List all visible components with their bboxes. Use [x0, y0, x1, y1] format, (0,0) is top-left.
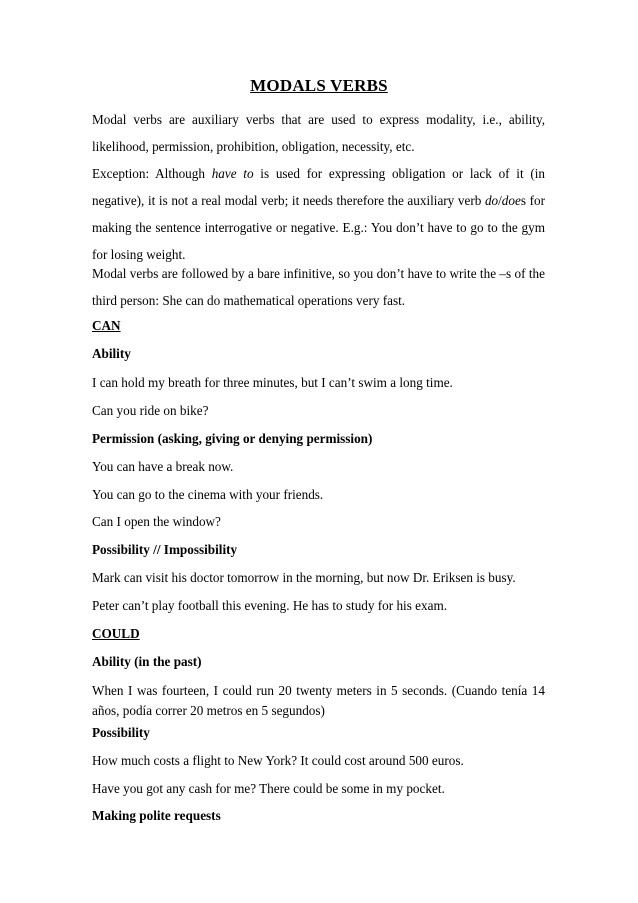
could-ability-heading: Ability (in the past) [92, 654, 202, 669]
can-ability-example: Can you ride on bike? [92, 403, 209, 418]
exception-text-1: Exception: Although [92, 166, 212, 181]
can-possibility-example: Mark can visit his doctor tomorrow in the morning, but now Dr. Eriksen is busy. [92, 570, 516, 585]
exception-paragraph [92, 160, 545, 268]
can-possibility-heading: Possibility // Impossibility [92, 542, 238, 557]
could-heading: COULD [92, 626, 140, 641]
bare-infinitive-paragraph: Modal verbs are followed by a bare infinitive, so you don’t have to write the –s of the third person: She can do mathematical operations very fast. [92, 266, 545, 308]
exception-text-2: is used for expressing obligation or lack of it (in negative), it is not a real modal verb; it needs therefore the auxiliary verb [92, 166, 545, 208]
have-to-term: have to [211, 166, 254, 181]
intro-paragraph: Modal verbs are auxiliary verbs that are used to express modality, i.e., ability, likelihood, permission, prohibition, obligation, necessity, etc. [92, 112, 545, 154]
could-possibility-example: How much costs a flight to New York? It could cost around 500 euros. [92, 753, 464, 768]
can-possibility-example: Peter can’t play football this evening. He has to study for his exam. [92, 598, 448, 613]
could-polite-heading: Making polite requests [92, 808, 221, 823]
can-permission-example: You can have a break now. [92, 459, 234, 474]
can-heading: CAN [92, 318, 121, 333]
does-term: doe [501, 193, 521, 208]
could-ability-example: When I was fourteen, I could run 20 twenty meters in 5 seconds. (Cuando tenía 14 años, podía correr 20 metros en 5 segundos) [92, 683, 545, 718]
can-permission-heading: Permission (asking, giving or denying permission) [92, 431, 373, 446]
exception-text-3: for making the sentence interrogative or negative. E.g.: You don’t have to go to the gym for losing weight. [92, 193, 545, 262]
do-term: do [484, 193, 499, 208]
can-ability-heading: Ability [92, 346, 131, 361]
can-permission-example: Can I open the window? [92, 514, 221, 529]
could-possibility-example: Have you got any cash for me? There could be some in my pocket. [92, 781, 445, 796]
can-ability-example: I can hold my breath for three minutes, but I can’t swim a long time. [92, 375, 453, 390]
can-permission-example: You can go to the cinema with your friends. [92, 487, 324, 502]
does-suffix: s [520, 193, 526, 208]
page-title: MODALS VERBS [250, 76, 388, 95]
slash: / [498, 193, 502, 208]
could-possibility-heading: Possibility [92, 725, 150, 740]
